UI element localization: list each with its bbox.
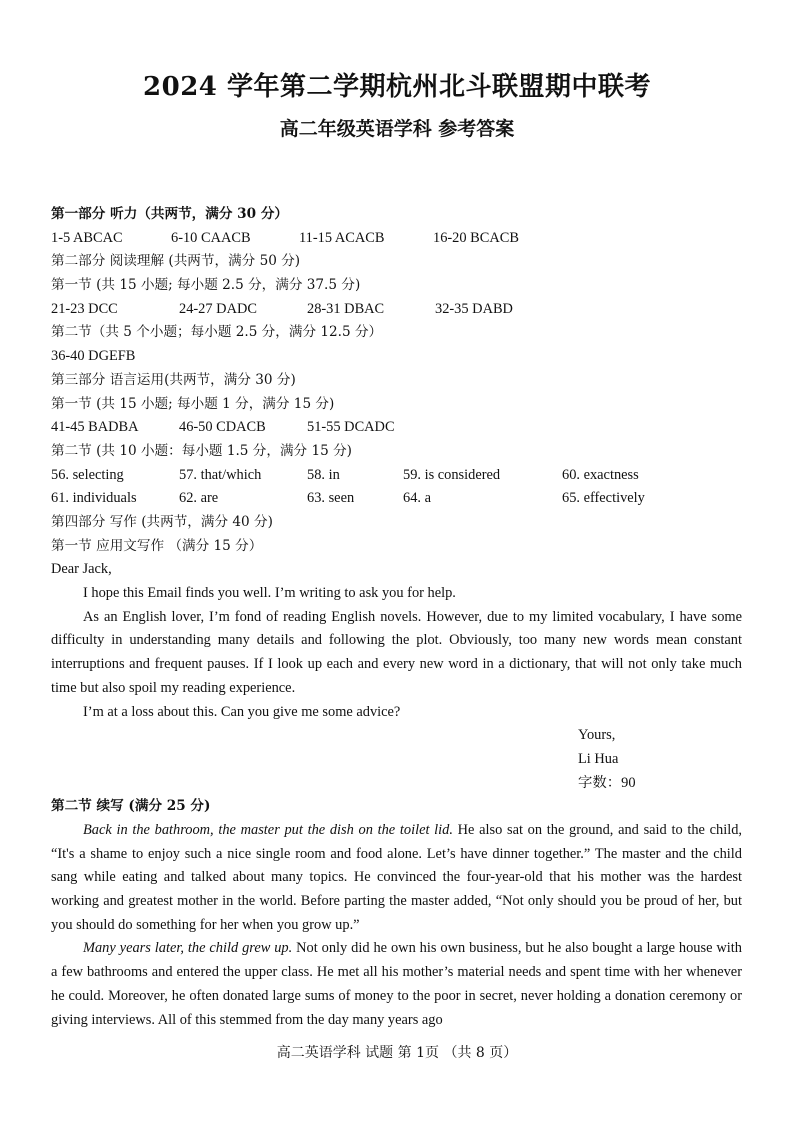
page-footer: 高二英语学科 试题 第 1页 （共 8 页） <box>276 1045 518 1061</box>
fill-answer: 61. individuals <box>51 490 137 507</box>
page-title: 2024 学年第二学期杭州北斗联盟期中联考 <box>143 72 651 102</box>
letter-paragraph: I’m at a loss about this. Can you give me some advice? <box>83 703 401 720</box>
word-count: 字数：90 <box>578 774 636 791</box>
part3-section1-heading: 第一节 (共 15 小题; 每小题 1 分，满分 15 分) <box>51 395 335 412</box>
fill-answer: 59. is considered <box>403 466 501 483</box>
part2-section1-heading: 第一节 (共 15 小题; 每小题 2.5 分，满分 37.5 分) <box>51 277 361 294</box>
letter-closing: Yours, <box>578 727 616 744</box>
part2-heading: 第二部分 阅读理解 (共两节，满分 50 分) <box>51 253 301 270</box>
answer-group: 6-10 CAACB <box>171 229 251 246</box>
answer-group: 11-15 ACACB <box>299 229 385 246</box>
part2-section2-answers: 36-40 DGEFB <box>51 348 136 365</box>
part2-answer-row <box>51 298 742 322</box>
part3-answer-row <box>51 416 742 440</box>
fill-answer: 60. exactness <box>562 466 639 483</box>
letter-signature: Li Hua <box>578 750 619 767</box>
part4-section2-heading: 第二节 续写 (满分 25 分) <box>51 798 211 815</box>
story-text: Not only did he own his own business, but he also bought a large house with a few bathrooms and entered the upper class. He met all his mother’s material needs and spent time with her whenever he could. Moreover, he often donated large sums of money to the poor in secret, never holding a donation ceremony or giving interviews. All of this stemmed from the day many years ago <box>51 940 742 1028</box>
answer-group: 21-23 DCC <box>51 300 118 317</box>
part4-heading: 第四部分 写作 (共两节，满分 40 分) <box>51 513 273 530</box>
answer-group: 24-27 DADC <box>179 300 257 317</box>
answer-group: 32-35 DABD <box>435 300 513 317</box>
answer-content <box>51 203 742 1032</box>
letter-paragraph: I hope this Email finds you well. I’m writing to ask you for help. <box>83 585 456 601</box>
fill-answer: 57. that/which <box>179 466 262 483</box>
story-text: He also sat on the ground, and said to the child, “It's a shame to enjoy such a nice single room and food alone. Let’s have dinner together.” The master and the child sang while eating and talked about many topics. He convinced the four-year-old that his mother was the hardest working and greatest mother in the world. Before parting the master added, “Not only should you be proud of her, but you should do something for her when you grow up.” <box>51 821 742 933</box>
fill-answer: 65. effectively <box>562 490 645 507</box>
part3-heading: 第三部分 语言运用(共两节，满分 30 分) <box>51 371 296 388</box>
story-lead-sentence: Many years later, the child grew up. <box>83 940 293 957</box>
answer-group: 41-45 BADBA <box>51 419 139 436</box>
story-paragraph <box>51 937 742 1032</box>
letter-paragraph: As an English lover, I’m fond of reading English novels. However, due to my limited vocabulary, I have some difficulty in understanding many details and following the plot. Obviously, too many new words mean constant interruptions and frequent pauses. If I look up each and every new word in a dictionary, that will not only take much time but also spoil my reading experience. <box>51 608 742 696</box>
answer-group: 1-5 ABCAC <box>51 229 123 246</box>
answer-group: 28-31 DBAC <box>307 300 385 317</box>
answer-group: 16-20 BCACB <box>433 229 519 246</box>
story-lead-sentence: Back in the bathroom, the master put the dish on the toilet lid. <box>83 821 453 838</box>
part1-answer-row <box>51 227 742 251</box>
fill-answer-row <box>51 487 742 511</box>
fill-answer-row <box>51 464 742 488</box>
part3-section2-heading: 第二节 (共 10 小题：每小题 1.5 分，满分 15 分) <box>51 442 352 459</box>
answer-group: 51-55 DCADC <box>307 419 395 436</box>
part2-section2-heading: 第二节（共 5 个小题；每小题 2.5 分，满分 12.5 分） <box>51 324 383 341</box>
fill-answer: 62. are <box>179 490 219 507</box>
part1-heading: 第一部分 听力（共两节，满分 30 分） <box>51 206 289 222</box>
story-paragraph <box>51 819 742 938</box>
part4-section1-heading: 第一节 应用文写作 （满分 15 分） <box>51 537 263 554</box>
fill-answer: 64. a <box>403 490 431 507</box>
fill-answer: 58. in <box>307 466 340 483</box>
answer-group: 46-50 CDACB <box>179 419 266 436</box>
page-subtitle: 高二年级英语学科 参考答案 <box>279 118 515 140</box>
fill-answer: 56. selecting <box>51 466 124 483</box>
letter-greeting: Dear Jack, <box>51 561 112 578</box>
fill-answer: 63. seen <box>307 490 355 507</box>
